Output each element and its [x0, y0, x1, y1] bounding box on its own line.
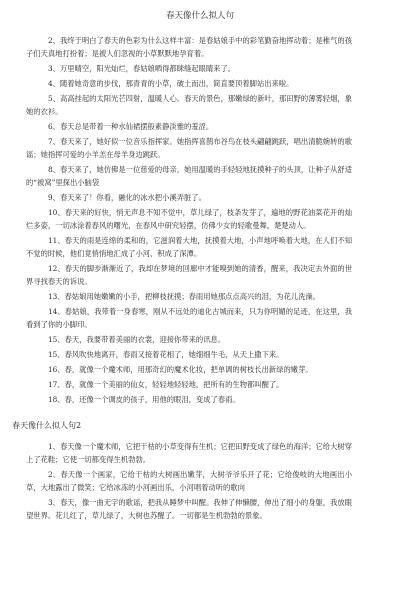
paragraph: 3、春天，像一曲无字的歌谣，把我从睡梦中叫醒。我伸了伸懒腰，伸出了细小的身躯，我放眼望世界。花儿红了，草儿绿了，大树也苏醒了。一切都是生机勃勃的景象。 [26, 498, 352, 520]
paragraph: 15、春天，我要带着美丽的衣裳，迎接你带来的讯息。 [48, 335, 226, 344]
paragraph: 8、春天来了，她仿佛是一位慈爱的母亲，她用温暖的手轻轻地抚摸种子的头顶，让种子从舒适的“被窝”里探出小脑袋 [26, 165, 352, 187]
paragraph: 9、春天来了！你看，融化的冰水把小溪弄脏了。 [48, 193, 206, 202]
paragraph: 10、春天来的好快，悄无声息不知不觉中，草儿绿了，枝条发芽了，遍地的野花油菜花开的灿烂多姿，一切冰涂着春风的曙光，在春风中研究轻摆，仿佛少女的轻歌曼舞，楚楚动人。 [26, 208, 352, 230]
document-title: 春天像什么拟人句 [165, 11, 234, 21]
paragraph: 13、春姑娘用她嫩嫩的小手，把柳枝抚摸；春雨用她那点点高兴的泪，为花儿洗澡。 [48, 292, 320, 301]
paragraph: 12、春天的脚步渐渐近了，我却在梦境的回廊中才能嗅到她的清香，醒来，我决定去外面的世界寻找春天的诉说。 [26, 264, 352, 286]
paragraph: 16、春，就像一个魔术师，用那奇幻的魔术化妆，把单调的树枝长出新绿的嫩芽。 [48, 365, 313, 374]
paragraph: 2、春天像一个画家，它给干枯的大树画出嫩芽，大树爷爷乐开了花；它给俊岐的大地画出小草，大地露出了微笑；它给冰冻的小河画出乐，小河唱着动听的歌向 [26, 470, 352, 492]
paragraph: 14、春姑娘，我带着一身春寒，刚从不远处的迪化古城而来，只为你明媚的足迹，在这里，我看到了你的小脚印。 [26, 307, 352, 329]
paragraph: 7、春天来了，她好似一位音乐指挥家。她指挥喜鹊布谷鸟在枝头翩翩跳跃，唱出清脆婉转的歌谣；她指挥可爱的小羊羔在母羊身边跳跃。 [26, 137, 352, 159]
paragraph: 2、我终于明白了春天的色彩为什么这样丰富：是春姑娘手中的彩笔勤奋地挥动着；是稚气的孩子们天真地打扮着；是被人们忽视的小草默默地孕育着。 [26, 36, 352, 58]
paragraph: 15、春风吹快地离开，春雨又接着花相了，她细细牛毛，从天上撒下来。 [48, 350, 284, 359]
paragraph: 11、春天的雨是连绵的柔和的，它滋润着大地，抚摸着大地，小声地呼唤着大地，在人们不知不觉的时候，他们竟悄悄地汇成了小河，积成了深潭。 [26, 236, 352, 258]
paragraph: 3、万里晴空，阳光灿烂，春姑娘哂得都眯缝起眼睛来了。 [48, 64, 236, 73]
paragraph: 4、随着她奇意的步伐，那青青的小草，破土而出，简直要顶着脚站出来啦。 [48, 79, 294, 88]
paragraph: 18、春，还像一个调皮的孩子，用他的眼泪，变成了春雨。 [48, 395, 240, 404]
paragraph: 6、春天总是带着一种水仙裙摆般素静淡雅的羞涩。 [48, 122, 214, 131]
paragraph: 5、高高挂起的太阳光芒四射，温暖人心。春天的景色，那嫩绿的新叶，那田野的薄雾轻烟，象她的衣衫。 [26, 94, 352, 116]
section-title: 春天像什么拟人句2 [12, 421, 82, 430]
paragraph: 17、春，就像一个美丽的仙女，轻轻地轻轻地，把所有的生物都叫醒了。 [48, 380, 284, 389]
paragraph: 1、春天像一个魔术师，它把干枯的小草变得有生机；它把田野变成了绿色的海洋；它给大树穿上了花鞋；它使一切都变得生机勃勃。 [26, 442, 352, 464]
